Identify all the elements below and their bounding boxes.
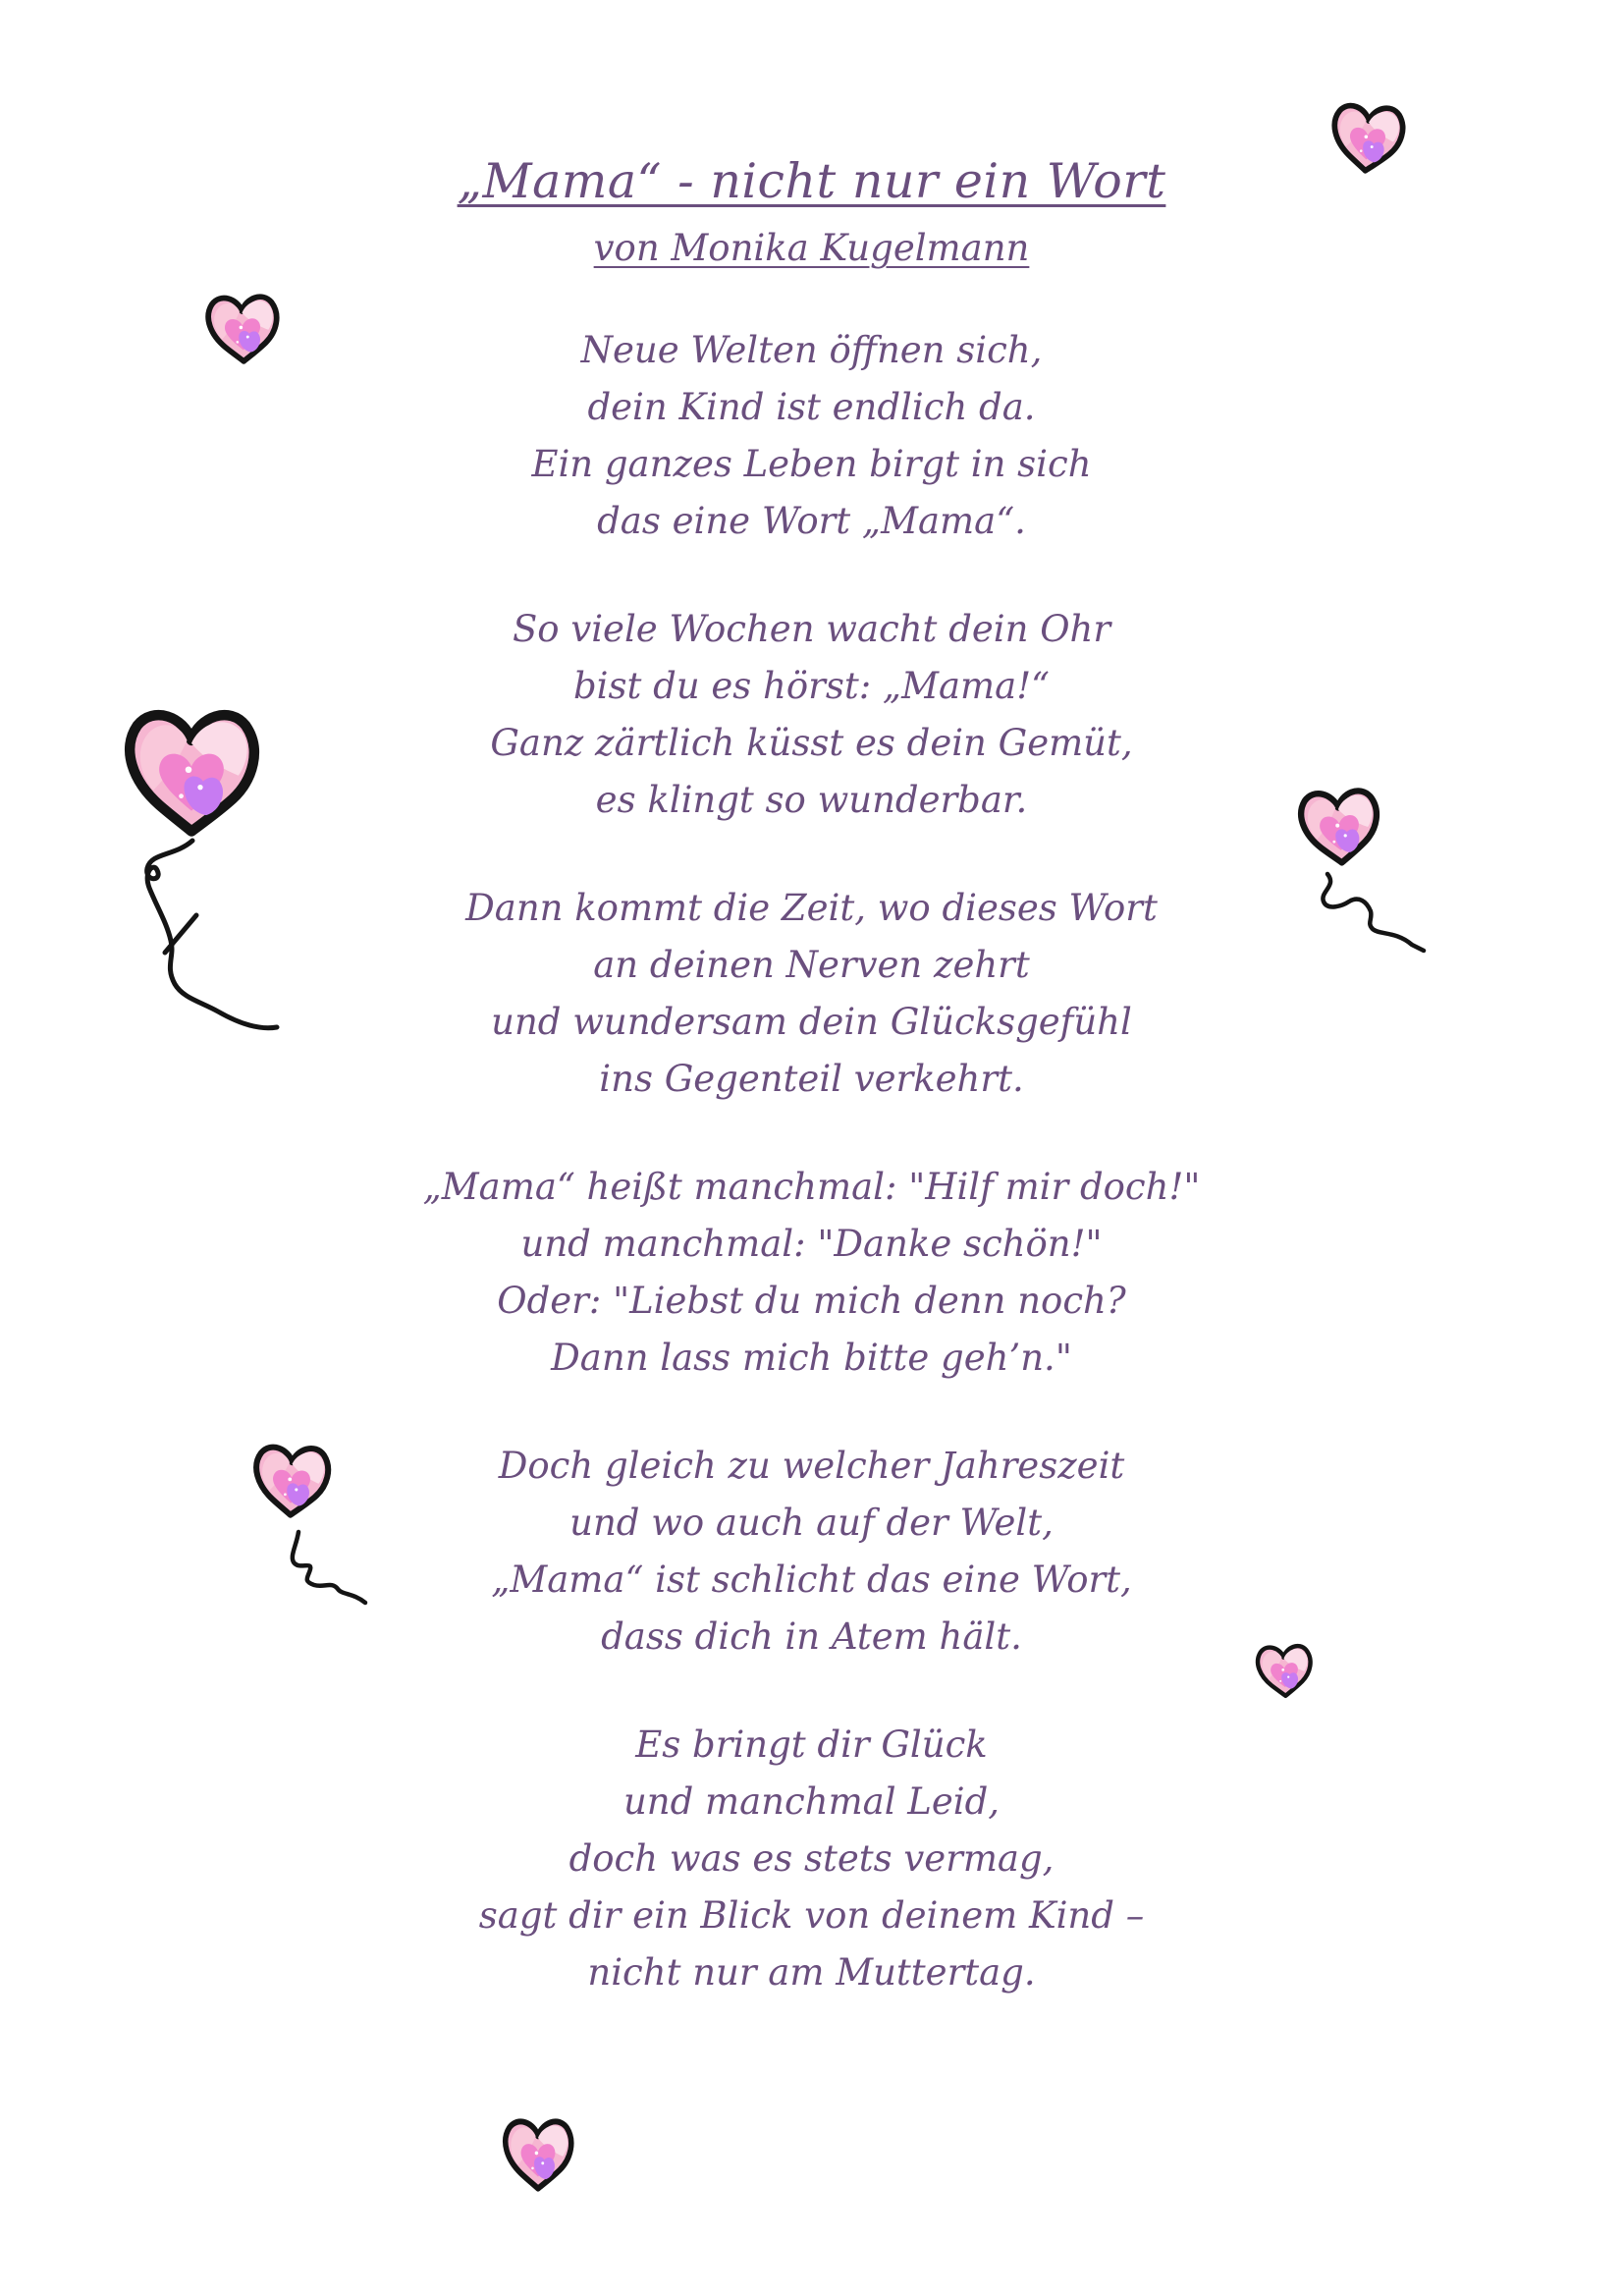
poem-line: es klingt so wunderbar.	[595, 779, 1028, 821]
poem-line: nicht nur am Muttertag.	[587, 1951, 1036, 1994]
stanza-2	[0, 601, 1623, 829]
poem-line: Dann lass mich bitte geh’n."	[551, 1337, 1072, 1379]
poem-line: und wundersam dein Glücksgefühl	[491, 1001, 1132, 1043]
stanza-4	[0, 1159, 1623, 1387]
poem-author: von Monika Kugelmann	[593, 227, 1030, 269]
poem-line: doch was es stets vermag,	[568, 1837, 1055, 1880]
stanza-1	[0, 322, 1623, 550]
poem-line: „Mama“ ist schlicht das eine Wort,	[491, 1558, 1132, 1601]
poem-line: und manchmal Leid,	[622, 1780, 1001, 1823]
poem-line: und wo auch auf der Welt,	[569, 1502, 1054, 1544]
poem-line: dein Kind ist endlich da.	[587, 386, 1036, 428]
stanza-6	[0, 1717, 1623, 2001]
poem-line: So viele Wochen wacht dein Ohr	[512, 608, 1111, 650]
poem-line: Dann kommt die Zeit, wo dieses Wort	[465, 887, 1158, 929]
poem-line: Neue Welten öffnen sich,	[580, 329, 1043, 371]
poem-line: ins Gegenteil verkehrt.	[599, 1058, 1024, 1100]
poem-line: und manchmal: "Danke schön!"	[520, 1223, 1103, 1265]
poem-line: sagt dir ein Blick von deinem Kind –	[478, 1894, 1145, 1937]
poem-line: „Mama“ heißt manchmal: "Hilf mir doch!"	[422, 1166, 1201, 1208]
poem-line: Ganz zärtlich küsst es dein Gemüt,	[490, 722, 1133, 764]
poem-line: Doch gleich zu welcher Jahreszeit	[498, 1445, 1125, 1487]
poem-line: Ein ganzes Leben birgt in sich	[531, 443, 1092, 485]
poem-line: Oder: "Liebst du mich denn noch?	[497, 1280, 1126, 1322]
poem-line: Es bringt dir Glück	[635, 1723, 988, 1766]
poem-line: bist du es hörst: „Mama!“	[573, 665, 1050, 707]
stanza-3	[0, 880, 1623, 1108]
poem-line: an deinen Nerven zehrt	[593, 944, 1030, 986]
poem-line: dass dich in Atem hält.	[601, 1615, 1022, 1658]
heart-icon	[499, 2109, 576, 2196]
poem-title: „Mama“ - nicht nur ein Wort	[457, 153, 1166, 209]
poem-line: das eine Wort „Mama“.	[597, 500, 1026, 542]
poem-body	[0, 322, 1623, 2001]
stanza-5	[0, 1438, 1623, 1666]
